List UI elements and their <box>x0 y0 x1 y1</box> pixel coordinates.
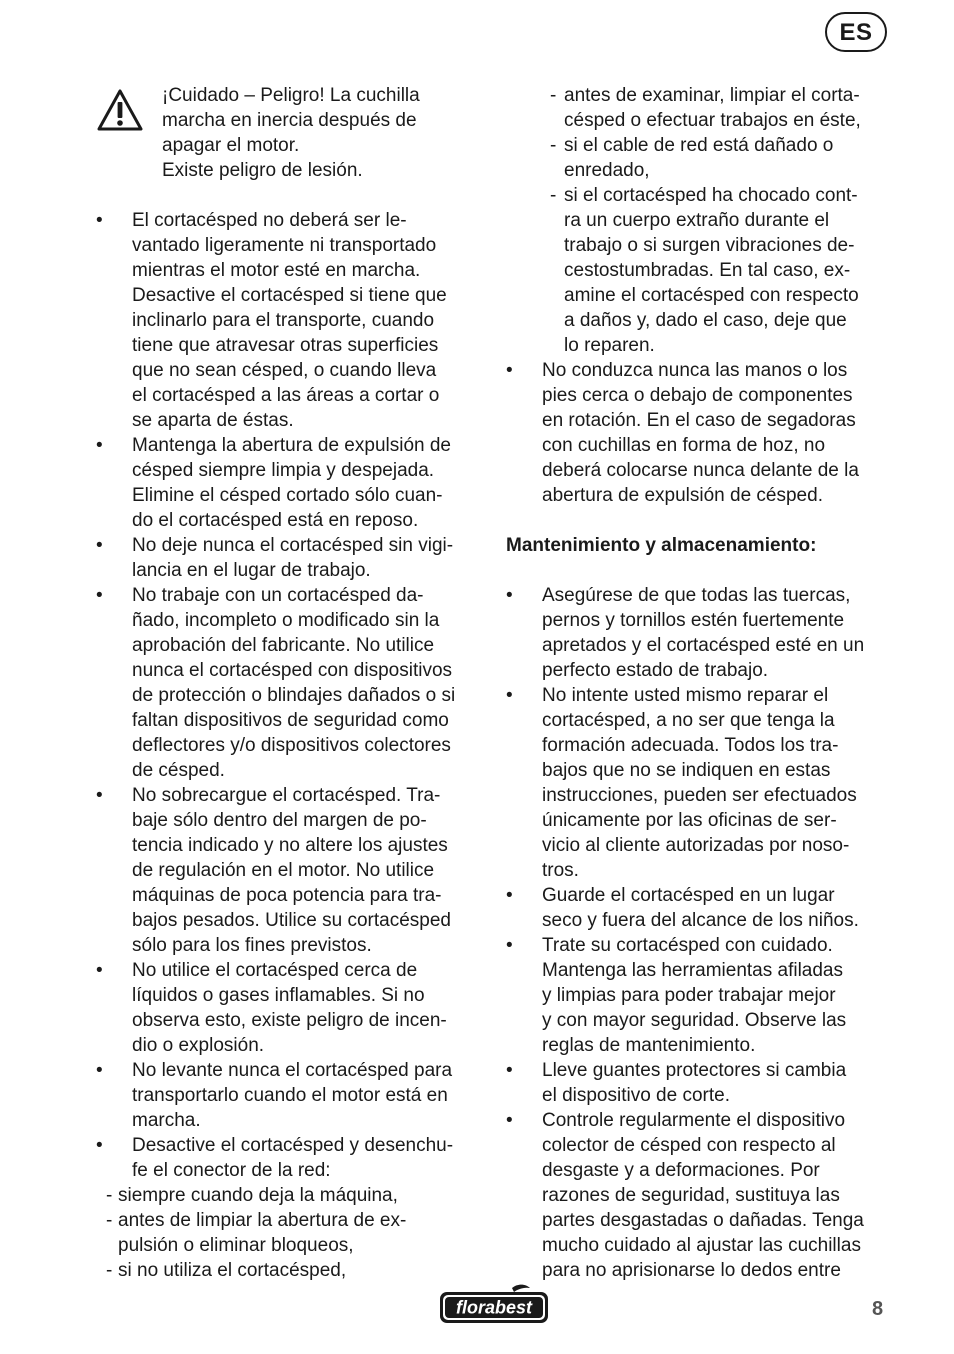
left-column <box>96 83 486 1283</box>
text-line: siempre cuando deja la máquina, <box>118 1185 398 1206</box>
text-line: enredado, <box>564 160 650 181</box>
text-line: lancia en el lugar de trabajo. <box>132 560 371 581</box>
text-line: dio o explosión. <box>132 1035 265 1056</box>
text-line: Asegúrese de que todas las tuercas, <box>542 585 851 606</box>
text-line: marcha. <box>132 1110 201 1131</box>
warning-line: marcha en inercia después de <box>162 110 417 131</box>
text-line: con cuchillas en forma de hoz, no <box>542 435 826 456</box>
text-line: el cortacésped a las áreas a cortar o <box>132 385 440 406</box>
bullet-item <box>96 533 486 583</box>
text-line: tros. <box>542 860 579 881</box>
text-line: seco y fuera del alcance de los niños. <box>542 910 859 931</box>
bullet-item <box>96 783 486 958</box>
text-line: máquinas de poca potencia para tra- <box>132 885 442 906</box>
text-line: deberá colocarse nunca delante de la <box>542 460 859 481</box>
text-line: a daños y, dado el caso, deje que <box>564 310 847 331</box>
text-line: que no sean césped, o cuando lleva <box>132 360 437 381</box>
text-line: líquidos o gases inflamables. Si no <box>132 985 425 1006</box>
text-line: razones de seguridad, sustituya las <box>542 1185 840 1206</box>
text-line: deflectores y/o dispositivos colectores <box>132 735 451 756</box>
dash-marker: - <box>106 1260 113 1281</box>
bullet-item <box>96 433 486 533</box>
bullet-marker: • <box>506 1060 513 1081</box>
florabest-logo <box>438 1282 550 1326</box>
sub-item <box>506 83 896 133</box>
bullet-item <box>506 933 896 1058</box>
text-line: No utilice el cortacésped cerca de <box>132 960 418 981</box>
sub-item <box>96 1258 486 1283</box>
text-line: pulsión o eliminar bloqueos, <box>118 1235 354 1256</box>
text-line: Desactive el cortacésped y desenchu- <box>132 1135 454 1156</box>
text-line: fe el conector de la red: <box>132 1160 331 1181</box>
bullet-marker: • <box>96 1060 103 1081</box>
dash-marker: - <box>550 85 557 106</box>
sub-item <box>96 1183 486 1208</box>
bullet-item <box>96 1058 486 1133</box>
bullet-item <box>96 958 486 1058</box>
sub-item <box>96 1208 486 1258</box>
text-line: faltan dispositivos de seguridad como <box>132 710 449 731</box>
left-bullet-list <box>96 208 486 1183</box>
text-line: antes de limpiar la abertura de ex- <box>118 1210 407 1231</box>
text-line: No levante nunca el cortacésped para <box>132 1060 453 1081</box>
right-bullet-list <box>506 583 896 1283</box>
bullet-item <box>96 583 486 783</box>
section-heading: Mantenimiento y almacenamiento: <box>506 535 817 556</box>
text-line: bajos que no se indiquen en estas <box>542 760 831 781</box>
bullet-marker: • <box>96 535 103 556</box>
bullet-marker: • <box>96 960 103 981</box>
text-line: el dispositivo de corte. <box>542 1085 730 1106</box>
text-line: Mantenga la abertura de expulsión de <box>132 435 452 456</box>
text-line: do el cortacésped está en reposo. <box>132 510 419 531</box>
text-line: césped siempre limpia y despejada. <box>132 460 435 481</box>
text-line: trabajo o si surgen vibraciones de- <box>564 235 855 256</box>
text-line: únicamente por las oficinas de ser- <box>542 810 837 831</box>
bullet-marker: • <box>96 435 103 456</box>
text-line: El cortacésped no deberá ser le- <box>132 210 407 231</box>
text-line: en rotación. En el caso de segadoras <box>542 410 856 431</box>
text-line: Elimine el césped cortado sólo cuan- <box>132 485 443 506</box>
page-number: 8 <box>872 1298 884 1320</box>
bullet-item <box>506 683 896 883</box>
text-line: tiene que atravesar otras superficies <box>132 335 439 356</box>
right-sub-list <box>506 83 896 358</box>
text-line: bajos pesados. Utilice su cortacésped <box>132 910 451 931</box>
text-line: transportarlo cuando el motor está en <box>132 1085 448 1106</box>
text-line: vicio al cliente autorizadas por noso- <box>542 835 850 856</box>
bullet-item <box>96 208 486 433</box>
text-line: No deje nunca el cortacésped sin vigi- <box>132 535 454 556</box>
bullet-item <box>506 583 896 683</box>
dash-marker: - <box>106 1210 113 1231</box>
text-line: No conduzca nunca las manos o los <box>542 360 848 381</box>
text-line: sólo para los fines previstos. <box>132 935 372 956</box>
text-line: se aparta de éstas. <box>132 410 294 431</box>
text-line: formación adecuada. Todos los tra- <box>542 735 839 756</box>
bullet-item <box>506 1058 896 1108</box>
text-line: ra un cuerpo extraño durante el <box>564 210 830 231</box>
text-line: apretados y el cortacésped esté en un <box>542 635 865 656</box>
text-line: ñado, incompleto o modificado sin la <box>132 610 440 631</box>
text-line: instrucciones, pueden ser efectuados <box>542 785 857 806</box>
dash-marker: - <box>550 135 557 156</box>
text-line: amine el cortacésped con respecto <box>564 285 859 306</box>
text-line: Mantenga las herramientas afiladas <box>542 960 844 981</box>
text-line: cestostumbradas. En tal caso, ex- <box>564 260 851 281</box>
text-line: Controle regularmente el dispositivo <box>542 1110 846 1131</box>
text-line: Trate su cortacésped con cuidado. <box>542 935 833 956</box>
text-line: si no utiliza el cortacésped, <box>118 1260 347 1281</box>
text-line: No trabaje con un cortacésped da- <box>132 585 424 606</box>
right-first-bullet <box>506 358 896 508</box>
text-line: y con mayor seguridad. Observe las <box>542 1010 847 1031</box>
text-line: si el cable de red está dañado o <box>564 135 834 156</box>
text-line: mucho cuidado al ajustar las cuchillas <box>542 1235 861 1256</box>
text-line: de regulación en el motor. No utilice <box>132 860 435 881</box>
text-line: No intente usted mismo reparar el <box>542 685 829 706</box>
text-line: desgaste y a deformaciones. Por <box>542 1160 820 1181</box>
text-line: Desactive el cortacésped si tiene que <box>132 285 447 306</box>
text-line: pies cerca o debajo de componentes <box>542 385 853 406</box>
bullet-marker: • <box>506 360 513 381</box>
text-line: de protección o blindajes dañados o si <box>132 685 456 706</box>
bullet-marker: • <box>506 935 513 956</box>
text-line: mientras el motor esté en marcha. <box>132 260 421 281</box>
text-line: antes de examinar, limpiar el corta- <box>564 85 860 106</box>
bullet-item <box>96 1133 486 1183</box>
sub-item <box>506 183 896 358</box>
warning-text <box>162 83 486 183</box>
text-line: si el cortacésped ha chocado cont- <box>564 185 858 206</box>
text-line: aprobación del fabricante. No utilice <box>132 635 435 656</box>
text-line: tencia indicado y no altere los ajustes <box>132 835 448 856</box>
text-line: y limpias para poder trabajar mejor <box>542 985 836 1006</box>
text-line: lo reparen. <box>564 335 655 356</box>
bullet-marker: • <box>96 1135 103 1156</box>
bullet-item <box>506 883 896 933</box>
text-line: baje sólo dentro del margen de po- <box>132 810 427 831</box>
left-sub-list <box>96 1183 486 1283</box>
bullet-item <box>506 358 896 508</box>
bullet-marker: • <box>506 1110 513 1131</box>
logo-text: florabest <box>455 1297 533 1318</box>
warning-line: Existe peligro de lesión. <box>162 160 363 181</box>
dash-marker: - <box>550 185 557 206</box>
bullet-marker: • <box>506 685 513 706</box>
bullet-marker: • <box>96 585 103 606</box>
text-line: perfecto estado de trabajo. <box>542 660 769 681</box>
bullet-marker: • <box>506 885 513 906</box>
bullet-marker: • <box>506 585 513 606</box>
text-line: para no aprisionarse lo dedos entre <box>542 1260 841 1281</box>
text-line: Guarde el cortacésped en un lugar <box>542 885 835 906</box>
sub-item <box>506 133 896 183</box>
bullet-marker: • <box>96 785 103 806</box>
text-line: Lleve guantes protectores si cambia <box>542 1060 847 1081</box>
text-line: colector de césped con respecto al <box>542 1135 836 1156</box>
warning-notice <box>96 83 486 183</box>
language-badge: ES <box>825 12 887 52</box>
text-line: observa esto, existe peligro de incen- <box>132 1010 447 1031</box>
text-line: cortacésped, a no ser que tenga la <box>542 710 835 731</box>
text-line: nunca el cortacésped con dispositivos <box>132 660 453 681</box>
text-line: inclinarlo para el transporte, cuando <box>132 310 435 331</box>
warning-triangle-icon <box>96 88 144 132</box>
right-column <box>506 83 896 1283</box>
text-line: césped o efectuar trabajos en éste, <box>564 110 861 131</box>
text-line: pernos y tornillos estén fuertemente <box>542 610 845 631</box>
warning-line: apagar el motor. <box>162 135 300 156</box>
text-line: vantado ligeramente ni transportado <box>132 235 437 256</box>
text-line: de césped. <box>132 760 225 781</box>
text-line: reglas de mantenimiento. <box>542 1035 756 1056</box>
dash-marker: - <box>106 1185 113 1206</box>
text-line: abertura de expulsión de césped. <box>542 485 823 506</box>
bullet-marker: • <box>96 210 103 231</box>
bullet-item <box>506 1108 896 1283</box>
text-line: partes desgastadas o dañadas. Tenga <box>542 1210 864 1231</box>
warning-line: ¡Cuidado – Peligro! La cuchilla <box>162 85 420 106</box>
text-line: No sobrecargue el cortacésped. Tra- <box>132 785 441 806</box>
